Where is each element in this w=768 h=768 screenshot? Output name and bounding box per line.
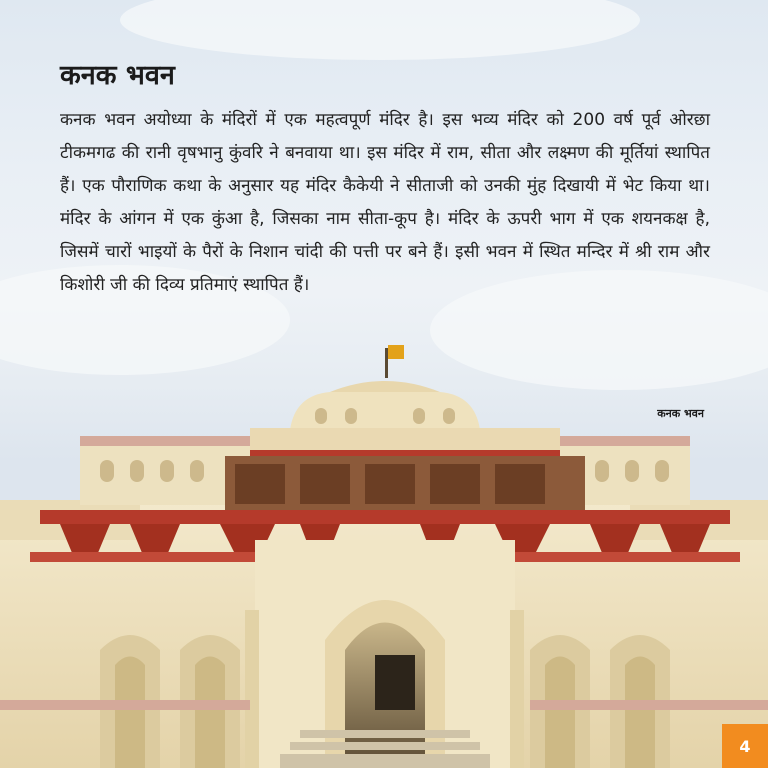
page-number-badge: 4: [722, 724, 768, 768]
photo-caption: कनक भवन: [657, 407, 704, 420]
body-paragraph: कनक भवन अयोध्या के मंदिरों में एक महत्वपूर्ण मंदिर है। इस भव्य मंदिर को 200 वर्ष पूर्व ओरछा टीकमगढ की रानी वृषभानु कुंवरि ने बनवाया था। इस मंदिर में राम, सीता और लक्ष्मण की मूर्तियां स्थापित हैं। एक पौराणिक कथा के अनुसार यह मंदिर कैकेयी ने सीताजी को उनकी मुंह दिखायी में भेट किया था। मंदिर के आंगन में एक कुंआ है, जिसका नाम सीता-कूप है। मंदिर के ऊपरी भाग में एक शयनकक्ष है, जिसमें चारों भाइयों के पैरों के निशान चांदी की पत्ती पर बने हैं। इसी भवन में स्थित मन्दिर में श्री राम और किशोरी जी की दिव्य प्रतिमाएं स्थापित हैं।: [60, 110, 710, 295]
page-title: कनक भवन: [60, 60, 175, 91]
temple-building: [0, 345, 768, 768]
